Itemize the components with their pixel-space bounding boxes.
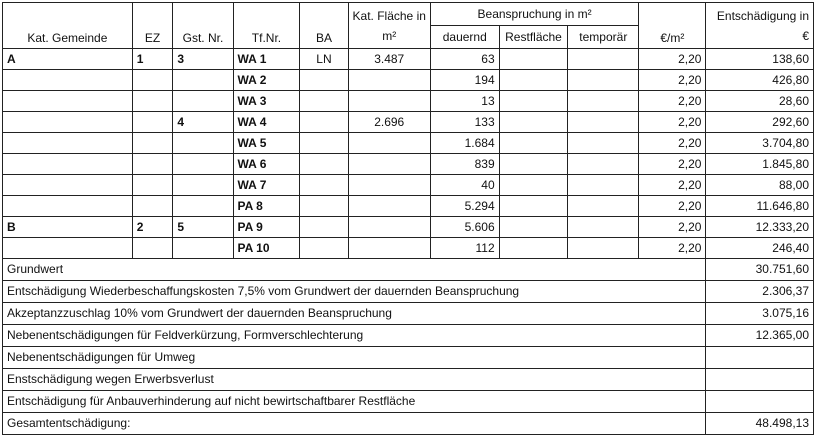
- cell-preis: 2,20: [639, 175, 706, 196]
- cell-betrag: 1.845,80: [706, 154, 814, 175]
- cell-ba: LN: [300, 49, 348, 70]
- cell-preis: 2,20: [639, 112, 706, 133]
- summary-row-anbauverhinderung: [3, 391, 814, 413]
- summary-label: Enstschädigung wegen Erwerbsverlust: [3, 369, 706, 391]
- table-row: [3, 112, 814, 133]
- cell-flaeche: 2.696: [348, 112, 430, 133]
- cell-preis: 2,20: [639, 91, 706, 112]
- cell-gst: [173, 175, 233, 196]
- cell-temp: [568, 238, 639, 259]
- cell-temp: [568, 91, 639, 112]
- cell-ba: [300, 70, 348, 91]
- cell-dauernd: 1.684: [430, 133, 499, 154]
- header-gst-nr: Gst. Nr.: [173, 3, 233, 49]
- cell-gemeinde: [3, 238, 133, 259]
- summary-value: 2.306,37: [706, 281, 814, 303]
- cell-rest: [499, 91, 568, 112]
- cell-rest: [499, 154, 568, 175]
- cell-dauernd: 63: [430, 49, 499, 70]
- cell-temp: [568, 133, 639, 154]
- compensation-table: [2, 2, 814, 435]
- summary-label: Akzeptanzzuschlag 10% vom Grundwert der dauernden Beanspruchung: [3, 303, 706, 325]
- header-ba: BA: [300, 3, 348, 49]
- cell-rest: [499, 175, 568, 196]
- cell-dauernd: 112: [430, 238, 499, 259]
- cell-gst: 4: [173, 112, 233, 133]
- cell-dauernd: 5.294: [430, 196, 499, 217]
- summary-label: Nebenentschädigungen für Umweg: [3, 347, 706, 369]
- cell-gemeinde: [3, 133, 133, 154]
- cell-betrag: 426,80: [706, 70, 814, 91]
- cell-preis: 2,20: [639, 196, 706, 217]
- table-row: [3, 217, 814, 238]
- cell-ez: [132, 154, 173, 175]
- table-row: [3, 175, 814, 196]
- cell-flaeche: [348, 238, 430, 259]
- table-row: [3, 91, 814, 112]
- cell-tf: PA 10: [233, 238, 300, 259]
- summary-row-akzeptanzzuschlag: [3, 303, 814, 325]
- cell-betrag: 246,40: [706, 238, 814, 259]
- summary-label: Grundwert: [3, 259, 706, 281]
- cell-gst: 3: [173, 49, 233, 70]
- summary-row-feldverkuerzung: [3, 325, 814, 347]
- summary-label: Nebenentschädigungen für Feldverkürzung, Formverschlechterung: [3, 325, 706, 347]
- cell-ez: [132, 238, 173, 259]
- cell-ba: [300, 91, 348, 112]
- cell-temp: [568, 49, 639, 70]
- cell-tf: WA 1: [233, 49, 300, 70]
- cell-temp: [568, 154, 639, 175]
- table-row: [3, 196, 814, 217]
- header-temporaer: temporär: [568, 26, 639, 49]
- cell-rest: [499, 133, 568, 154]
- cell-ez: [132, 112, 173, 133]
- cell-preis: 2,20: [639, 49, 706, 70]
- header-preis: €/m²: [639, 3, 706, 49]
- cell-betrag: 3.704,80: [706, 133, 814, 154]
- header-beanspruchung: Beanspruchung in m²: [430, 3, 638, 26]
- cell-rest: [499, 217, 568, 238]
- cell-preis: 2,20: [639, 238, 706, 259]
- table-row: [3, 238, 814, 259]
- summary-value: [706, 369, 814, 391]
- cell-ez: 1: [132, 49, 173, 70]
- cell-gemeinde: [3, 91, 133, 112]
- cell-ez: [132, 70, 173, 91]
- summary-value: 12.365,00: [706, 325, 814, 347]
- cell-dauernd: 839: [430, 154, 499, 175]
- cell-gemeinde: [3, 70, 133, 91]
- cell-rest: [499, 49, 568, 70]
- summary-label: Entschädigung für Anbauverhinderung auf nicht bewirtschaftbarer Restfläche: [3, 391, 706, 413]
- cell-betrag: 11.646,80: [706, 196, 814, 217]
- cell-betrag: 28,60: [706, 91, 814, 112]
- cell-rest: [499, 112, 568, 133]
- cell-betrag: 88,00: [706, 175, 814, 196]
- cell-rest: [499, 196, 568, 217]
- cell-gemeinde: [3, 112, 133, 133]
- cell-flaeche: [348, 91, 430, 112]
- cell-flaeche: [348, 175, 430, 196]
- cell-dauernd: 40: [430, 175, 499, 196]
- cell-ez: [132, 133, 173, 154]
- cell-gst: [173, 238, 233, 259]
- cell-tf: WA 2: [233, 70, 300, 91]
- cell-gst: [173, 70, 233, 91]
- summary-value: [706, 391, 814, 413]
- cell-gst: [173, 154, 233, 175]
- cell-tf: PA 9: [233, 217, 300, 238]
- cell-ba: [300, 133, 348, 154]
- cell-ez: [132, 196, 173, 217]
- summary-row-wiederbeschaffung: [3, 281, 814, 303]
- cell-rest: [499, 238, 568, 259]
- header-ez: EZ: [132, 3, 173, 49]
- cell-preis: 2,20: [639, 133, 706, 154]
- cell-preis: 2,20: [639, 217, 706, 238]
- cell-flaeche: 3.487: [348, 49, 430, 70]
- cell-tf: PA 8: [233, 196, 300, 217]
- summary-row-umweg: [3, 347, 814, 369]
- cell-gemeinde: [3, 196, 133, 217]
- cell-temp: [568, 196, 639, 217]
- header-entschaedigung: Entschädigung in €: [706, 3, 814, 49]
- cell-rest: [499, 70, 568, 91]
- header-row-top: [3, 3, 814, 26]
- cell-ez: 2: [132, 217, 173, 238]
- cell-tf: WA 5: [233, 133, 300, 154]
- cell-flaeche: [348, 70, 430, 91]
- cell-betrag: 12.333,20: [706, 217, 814, 238]
- cell-ba: [300, 154, 348, 175]
- cell-flaeche: [348, 133, 430, 154]
- cell-dauernd: 194: [430, 70, 499, 91]
- cell-preis: 2,20: [639, 70, 706, 91]
- cell-gst: [173, 133, 233, 154]
- cell-flaeche: [348, 196, 430, 217]
- summary-value: 48.498,13: [706, 413, 814, 435]
- cell-temp: [568, 175, 639, 196]
- summary-row-grundwert: [3, 259, 814, 281]
- cell-flaeche: [348, 154, 430, 175]
- cell-ba: [300, 238, 348, 259]
- cell-tf: WA 3: [233, 91, 300, 112]
- summary-label: Gesamtentschädigung:: [3, 413, 706, 435]
- cell-betrag: 138,60: [706, 49, 814, 70]
- cell-ba: [300, 175, 348, 196]
- cell-dauernd: 5.606: [430, 217, 499, 238]
- cell-ba: [300, 112, 348, 133]
- summary-value: 3.075,16: [706, 303, 814, 325]
- summary-row-gesamt: [3, 413, 814, 435]
- table-row: [3, 70, 814, 91]
- header-restflaeche: Restfläche: [499, 26, 568, 49]
- cell-tf: WA 6: [233, 154, 300, 175]
- cell-dauernd: 13: [430, 91, 499, 112]
- cell-tf: WA 4: [233, 112, 300, 133]
- cell-dauernd: 133: [430, 112, 499, 133]
- summary-value: 30.751,60: [706, 259, 814, 281]
- cell-betrag: 292,60: [706, 112, 814, 133]
- cell-temp: [568, 70, 639, 91]
- summary-row-erwerbsverlust: [3, 369, 814, 391]
- cell-gemeinde: A: [3, 49, 133, 70]
- cell-tf: WA 7: [233, 175, 300, 196]
- header-tf-nr: Tf.Nr.: [233, 3, 300, 49]
- cell-temp: [568, 112, 639, 133]
- cell-preis: 2,20: [639, 154, 706, 175]
- header-kat-flaeche: Kat. Fläche in m²: [348, 3, 430, 49]
- cell-ez: [132, 175, 173, 196]
- cell-temp: [568, 217, 639, 238]
- cell-gemeinde: [3, 154, 133, 175]
- header-kat-gemeinde: Kat. Gemeinde: [3, 3, 133, 49]
- cell-ba: [300, 217, 348, 238]
- cell-ez: [132, 91, 173, 112]
- cell-gemeinde: B: [3, 217, 133, 238]
- cell-gemeinde: [3, 175, 133, 196]
- cell-ba: [300, 196, 348, 217]
- header-dauernd: dauernd: [430, 26, 499, 49]
- table-row: [3, 49, 814, 70]
- cell-gst: [173, 91, 233, 112]
- summary-label: Entschädigung Wiederbeschaffungskosten 7,5% vom Grundwert der dauernden Beanspruchung: [3, 281, 706, 303]
- cell-gst: 5: [173, 217, 233, 238]
- cell-flaeche: [348, 217, 430, 238]
- cell-gst: [173, 196, 233, 217]
- summary-value: [706, 347, 814, 369]
- table-row: [3, 133, 814, 154]
- table-row: [3, 154, 814, 175]
